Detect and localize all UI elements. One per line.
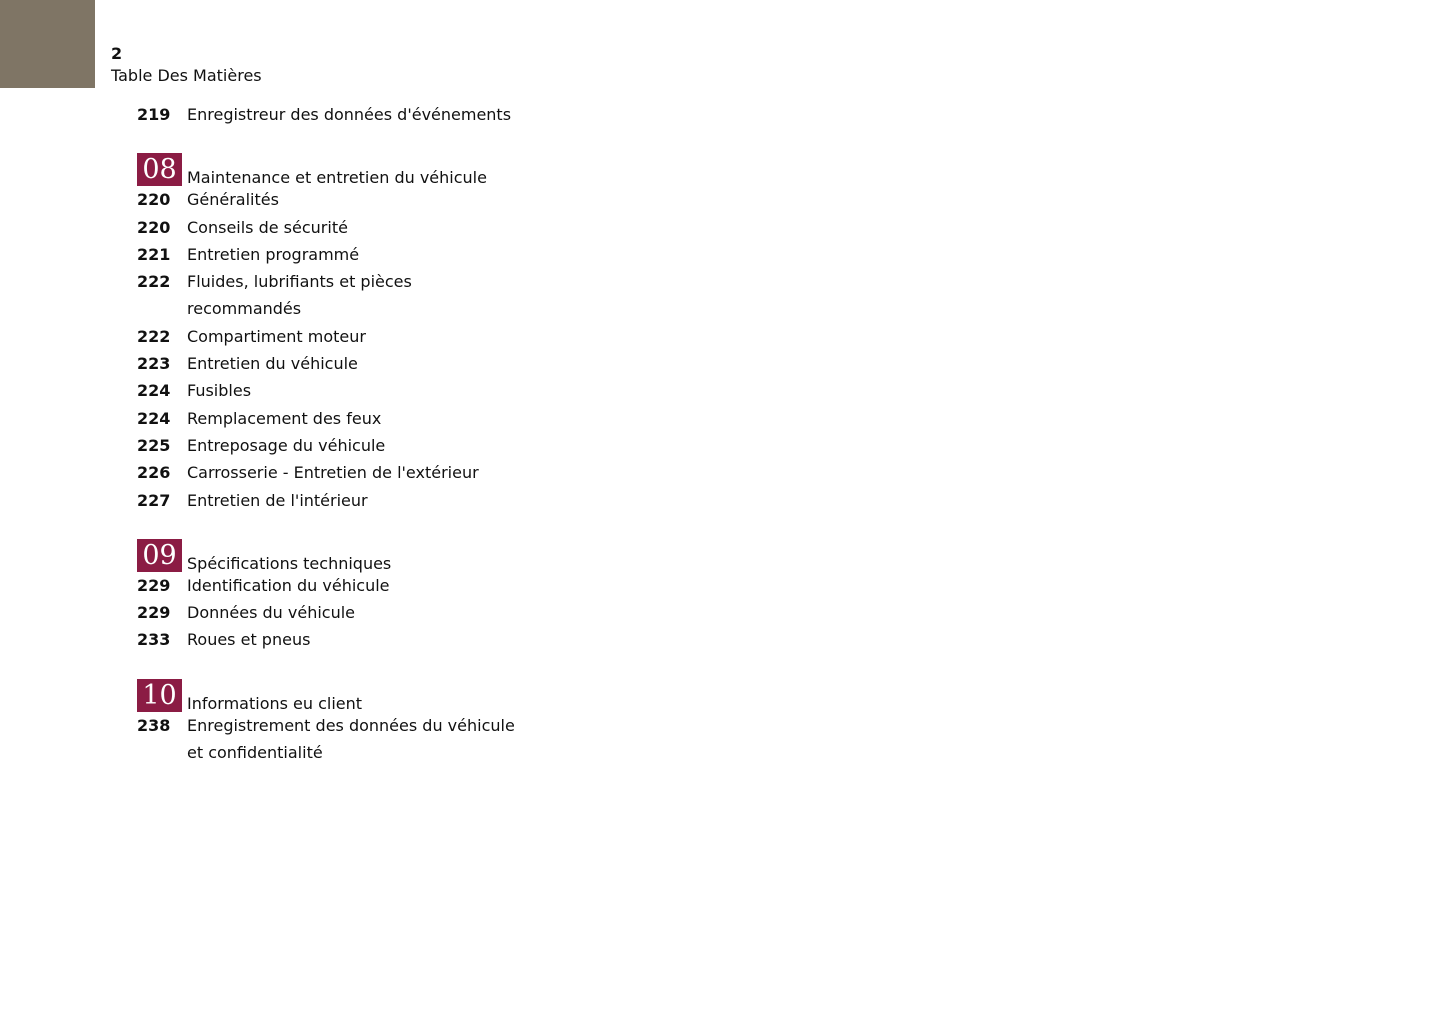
toc-entry-title: Conseils de sécurité xyxy=(187,217,348,237)
toc-entry-page: 222 xyxy=(137,326,171,346)
section-title: Spécifications techniques xyxy=(187,553,392,573)
toc-entry-page: 220 xyxy=(137,217,171,237)
toc-entry-page: 229 xyxy=(137,575,171,595)
toc-entry-title: Entretien programmé xyxy=(187,244,360,264)
toc-entry-title: Remplacement des feux xyxy=(187,408,382,428)
toc-entry[interactable] xyxy=(137,241,577,268)
toc-entry-page: 229 xyxy=(137,603,171,623)
toc-entry-title: Entretien de l'intérieur xyxy=(187,490,368,510)
toc-entry-title: Enregistrement des données du véhicule et confidentialité xyxy=(187,715,515,763)
toc-entry[interactable] xyxy=(137,487,577,514)
toc-entry[interactable] xyxy=(137,572,577,599)
toc-entry-page: 227 xyxy=(137,490,171,510)
toc-entry-page: 219 xyxy=(137,105,171,124)
toc-entry-page: 226 xyxy=(137,463,171,483)
toc-entry-page: 224 xyxy=(137,408,171,428)
toc-entry-page: 225 xyxy=(137,435,171,455)
page-title: Table Des Matières xyxy=(111,66,262,85)
toc-entry[interactable] xyxy=(137,268,577,323)
section-number-badge: 09 xyxy=(137,539,182,572)
toc-entry-page: 222 xyxy=(137,272,171,292)
section-title: Maintenance et entretien du véhicule xyxy=(187,168,487,188)
toc-entry[interactable] xyxy=(137,459,577,486)
toc-entry-title: Entretien du véhicule xyxy=(187,354,358,374)
toc-entry-title: Entreposage du véhicule xyxy=(187,435,386,455)
toc-entry-page: 223 xyxy=(137,354,171,374)
toc-entry[interactable] xyxy=(137,350,577,377)
toc-entry-page: 238 xyxy=(137,715,171,735)
toc-entry-title: Fusibles xyxy=(187,381,252,401)
toc-entry[interactable] xyxy=(137,186,577,213)
toc-section-09 xyxy=(137,539,577,654)
toc-entry-title: Identification du véhicule xyxy=(187,575,390,595)
toc-entry-title: Roues et pneus xyxy=(187,630,311,650)
section-header[interactable] xyxy=(137,539,577,572)
section-header[interactable] xyxy=(137,679,577,712)
toc-entry[interactable] xyxy=(137,712,577,767)
toc-entry[interactable] xyxy=(137,101,577,128)
toc-entry[interactable] xyxy=(137,377,577,404)
section-number-badge: 10 xyxy=(137,679,182,712)
table-of-contents xyxy=(137,101,577,766)
toc-entry[interactable] xyxy=(137,626,577,653)
toc-entry-title: Généralités xyxy=(187,190,279,210)
corner-color-block xyxy=(0,0,95,88)
toc-entry-title: Fluides, lubrifiants et pièces recommandés xyxy=(187,272,412,319)
toc-entry-page: 221 xyxy=(137,244,171,264)
toc-entry[interactable] xyxy=(137,432,577,459)
toc-section-08 xyxy=(137,153,577,514)
toc-entry-title: Enregistreur des données d'événements xyxy=(187,105,512,124)
toc-entry-title: Carrosserie - Entretien de l'extérieur xyxy=(187,463,479,483)
toc-entry[interactable] xyxy=(137,599,577,626)
toc-entry-title: Compartiment moteur xyxy=(187,326,366,346)
toc-entry-title: Données du véhicule xyxy=(187,603,356,623)
section-title: Informations eu client xyxy=(187,693,363,713)
toc-entry[interactable] xyxy=(137,323,577,350)
section-number-badge: 08 xyxy=(137,153,182,186)
page-number: 2 xyxy=(111,44,123,63)
toc-entry-page: 224 xyxy=(137,381,171,401)
toc-entry-page: 233 xyxy=(137,630,171,650)
section-header[interactable] xyxy=(137,153,577,186)
toc-entry[interactable] xyxy=(137,405,577,432)
toc-entry[interactable] xyxy=(137,214,577,241)
toc-entry-page: 220 xyxy=(137,190,171,210)
toc-section-10 xyxy=(137,679,577,767)
